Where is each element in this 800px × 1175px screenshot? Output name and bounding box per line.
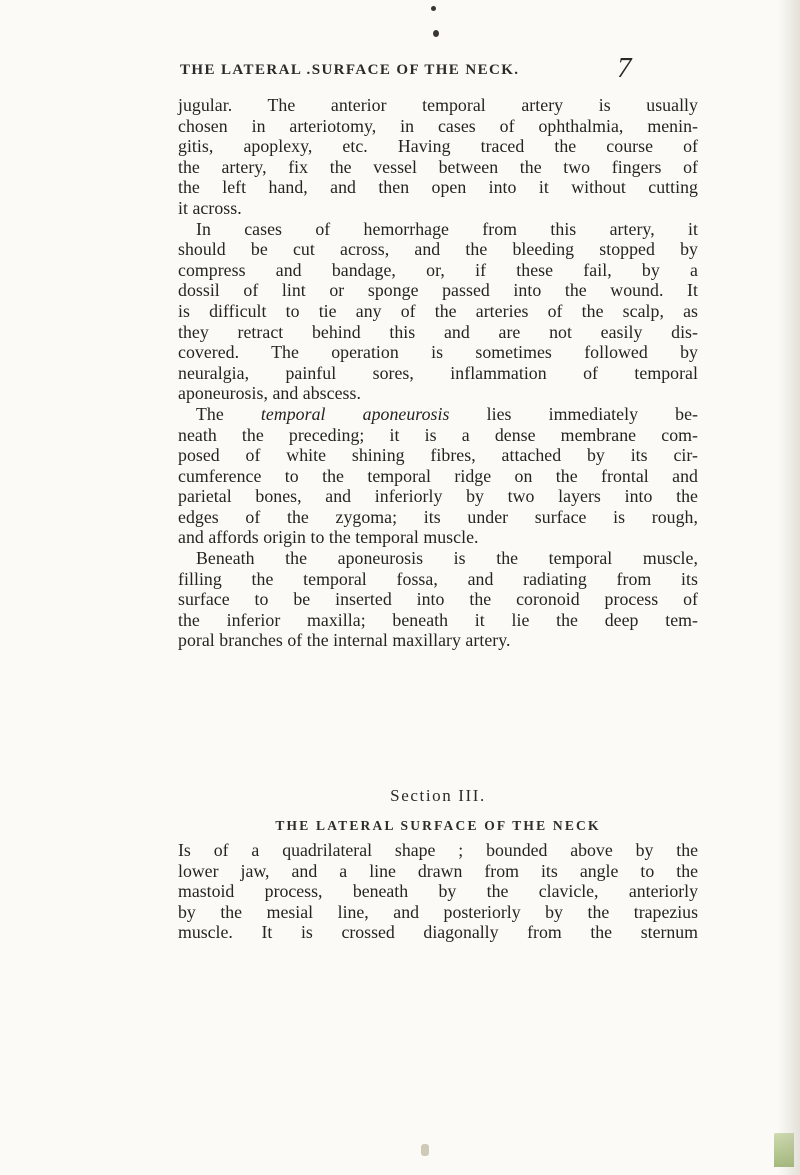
text-line: neath the preceding; it is a dense membrane com- bbox=[178, 424, 698, 445]
text-line: poral branches of the internal maxillary artery. bbox=[178, 630, 511, 651]
text-line: they retract behind this and are not easily dis- bbox=[178, 321, 698, 342]
text-line: edges of the zygoma; its under surface is rough, bbox=[178, 506, 698, 527]
text-line: aponeurosis, and abscess. bbox=[178, 383, 361, 404]
text-line: gitis, apoplexy, etc. Having traced the course of bbox=[178, 136, 698, 157]
section-label: Section III. bbox=[390, 786, 486, 805]
text-line: dossil of lint or sponge passed into the wound. It bbox=[178, 280, 698, 301]
section-body bbox=[178, 840, 698, 943]
italic-term: temporal aponeurosis bbox=[260, 403, 450, 424]
text-line: it across. bbox=[178, 197, 242, 218]
text-line: and affords origin to the temporal muscle. bbox=[178, 527, 479, 548]
text-line: mastoid process, beneath by the clavicle, anteriorly bbox=[178, 881, 698, 902]
text-line: covered. The operation is sometimes followed by bbox=[178, 342, 698, 363]
text-line: the inferior maxilla; beneath it lie the deep tem- bbox=[178, 609, 698, 630]
text-line: In cases of hemorrhage from this artery, it bbox=[196, 218, 698, 239]
page-number: 7 bbox=[617, 52, 632, 84]
text-line: surface to be inserted into the coronoid process of bbox=[178, 589, 698, 610]
text-line: Is of a quadrilateral shape ; bounded above by the bbox=[178, 840, 698, 860]
text-line: compress and bandage, or, if these fail, by a bbox=[178, 259, 698, 280]
text-line: by the mesial line, and posteriorly by the trapezius bbox=[178, 901, 698, 922]
text-fragment: lies immediately be- bbox=[486, 403, 698, 424]
text-line: chosen in arteriotomy, in cases of ophthalmia, menin- bbox=[178, 115, 698, 136]
page-stain bbox=[421, 1144, 429, 1156]
text-line: cumference to the temporal ridge on the frontal and bbox=[178, 465, 698, 486]
text-line bbox=[178, 404, 698, 425]
text-line: should be cut across, and the bleeding stopped by bbox=[178, 239, 698, 260]
text-line: jugular. The anterior temporal artery is usually bbox=[178, 95, 698, 115]
text-line: lower jaw, and a line drawn from its angle to the bbox=[178, 860, 698, 881]
section-title: THE LATERAL SURFACE OF THE NECK bbox=[275, 818, 601, 833]
text-line: filling the temporal fossa, and radiating from its bbox=[178, 568, 698, 589]
body-text bbox=[178, 95, 698, 651]
text-line: Beneath the aponeurosis is the temporal muscle, bbox=[196, 548, 698, 569]
text-line: neuralgia, painful sores, inflammation of temporal bbox=[178, 362, 698, 383]
text-line: muscle. It is crossed diagonally from the sternum bbox=[178, 922, 698, 943]
text-line: the left hand, and then open into it without cutting bbox=[178, 177, 698, 198]
paragraph-intro: The bbox=[196, 403, 224, 424]
text-line: parietal bones, and inferiorly by two layers into the bbox=[178, 486, 698, 507]
text-line: posed of white shining fibres, attached by its cir- bbox=[178, 445, 698, 466]
text-line: the artery, fix the vessel between the two fingers of bbox=[178, 156, 698, 177]
running-header: THE LATERAL .SURFACE OF THE NECK. bbox=[180, 62, 520, 78]
ink-speck bbox=[431, 6, 436, 11]
ink-speck bbox=[433, 30, 439, 37]
page-corner-mark bbox=[774, 1133, 794, 1167]
text-line: is difficult to tie any of the arteries of the scalp, as bbox=[178, 300, 698, 321]
